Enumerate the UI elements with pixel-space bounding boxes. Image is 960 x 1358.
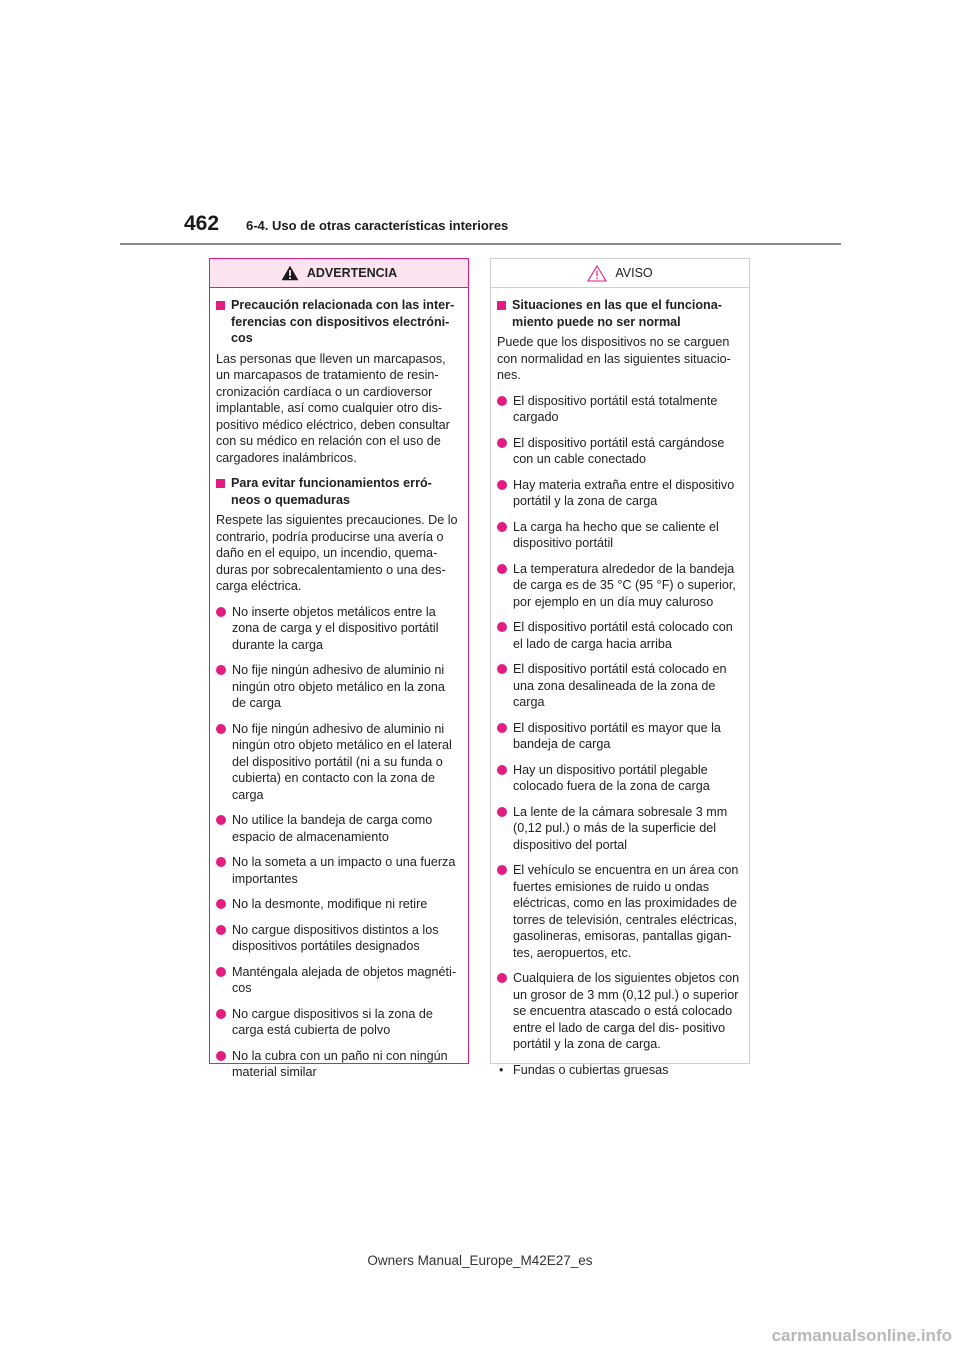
document-name: Owners Manual_Europe_M42E27_es [367,1253,593,1268]
caution-triangle-outline-icon [587,265,607,282]
list-item: No la someta a un impacto o una fuerza importantes [216,854,462,887]
notice-paragraph: Puede que los dispositivos no se carguen con normalidad en las siguientes situacio- nes. [497,335,731,382]
list-item: El dispositivo portátil está colocado con el lado de carga hacia arriba [497,619,743,652]
warning-heading [216,297,462,347]
bullet-dot-icon [216,925,226,935]
bullet-dot-icon [216,607,226,617]
notice-box-header [491,259,749,288]
notice-heading [497,297,743,330]
watermark: carmanualsonline.info [771,1326,952,1345]
bullet-dot-icon [216,857,226,867]
square-bullet-icon [216,479,225,488]
bullet-dot-icon [216,724,226,734]
list-item: El dispositivo portátil está cargándose con un cable conectado [497,435,743,468]
section-title: 6-4. Uso de otras características interiores [246,218,509,233]
sub-list-item: • Fundas o cubiertas gruesas [499,1062,669,1077]
list-item: Hay materia extraña entre el dispositivo portátil y la zona de carga [497,477,743,510]
warning-box [209,258,469,1079]
notice-title: AVISO [615,265,653,280]
list-item: La lente de la cámara sobresale 3 mm (0,12 pul.) o más de la superficie del dispositivo del portal [497,804,743,854]
bullet-dot-icon [497,807,507,817]
notice-box [490,258,750,1077]
warning-heading-text: Precaución relacionada con las inter- ferencias con dispositivos electróni- cos [231,298,455,345]
bullet-dot-icon [216,815,226,825]
bullet-dot-icon [497,664,507,674]
square-bullet-icon [497,301,506,310]
notice-heading-text: Situaciones en las que el funciona- miento puede no ser normal [512,298,722,329]
list-item: La carga ha hecho que se caliente el dispositivo portátil [497,519,743,552]
list-item: La temperatura alrededor de la bandeja de carga es de 35 °C (95 °F) o superior, por ejemplo en un día muy caluroso [497,561,743,611]
header-rule [120,243,841,245]
warning-paragraph: Respete las siguientes precauciones. De lo contrario, podría producirse una avería o daño en el equipo, un incendio, quema- duras por sobrecalentamiento o una des- carga eléctrica. [216,513,458,593]
sub-bullet-marker: • [499,1062,504,1077]
list-item: No fije ningún adhesivo de aluminio ni ningún otro objeto metálico en el lateral del dispositivo portátil (ni a su funda o cubierta) en contacto con la zona de carga [216,721,462,804]
bullet-dot-icon [216,899,226,909]
warning-title: ADVERTENCIA [306,265,398,280]
list-item: Manténgala alejada de objetos magnéti- cos [216,964,462,997]
list-item: No inserte objetos metálicos entre la zona de carga y el dispositivo portátil durante la carga [216,604,462,654]
list-item: No fije ningún adhesivo de aluminio ni ningún otro objeto metálico en la zona de carga [216,662,462,712]
list-item: No utilice la bandeja de carga como espacio de almacenamiento [216,812,462,845]
bullet-dot-icon [216,967,226,977]
warning-triangle-icon [281,265,299,281]
list-item: Hay un dispositivo portátil plegable colocado fuera de la zona de carga [497,762,743,795]
list-item: No la cubra con un paño ni con ningún material similar [216,1048,462,1081]
list-item: No cargue dispositivos si la zona de carga está cubierta de polvo [216,1006,462,1039]
list-item: No la desmonte, modifique ni retire [216,896,462,913]
warning-box-header [210,259,468,288]
bullet-dot-icon [497,480,507,490]
bullet-dot-icon [497,396,507,406]
bullet-dot-icon [497,765,507,775]
bullet-dot-icon [216,665,226,675]
list-item: El vehículo se encuentra en un área con fuertes emisiones de ruido u ondas eléctricas, como en las proximidades de torres de televisión, centrales eléctricas, gasolineras, emisoras, pantallas gigan- tes, aeropuertos, etc. [497,862,743,961]
bullet-dot-icon [216,1009,226,1019]
list-item: El dispositivo portátil está totalmente cargado [497,393,743,426]
bullet-dot-icon [497,622,507,632]
bullet-dot-icon [216,1051,226,1061]
bullet-dot-icon [497,723,507,733]
list-item: El dispositivo portátil es mayor que la bandeja de carga [497,720,743,753]
warning-heading-text: Para evitar funcionamientos erró- neos o quemaduras [231,476,432,507]
warning-heading [216,475,462,508]
list-item: El dispositivo portátil está colocado en una zona desalineada de la zona de carga [497,661,743,711]
warning-box-body [210,288,468,1081]
list-item: Cualquiera de los siguientes objetos con un grosor de 3 mm (0,12 pul.) o superior se encuentra atascado o está colocado entre el lado de carga del dis- positivo portátil y la zona de carga. [497,970,743,1053]
notice-box-body [491,288,749,1078]
bullet-dot-icon [497,564,507,574]
bullet-dot-icon [497,973,507,983]
warning-paragraph: Las personas que lleven un marcapasos, un marcapasos de tratamiento de resin- cronización cardíaca o un cardioversor implantable, así como cualquier otro dis- positivo médico eléctrico, deben consultar con su médico en relación con el uso de cargadores inalámbricos. [216,351,450,465]
bullet-dot-icon [497,438,507,448]
page-number: 462 [184,212,220,235]
list-item: No cargue dispositivos distintos a los dispositivos portátiles designados [216,922,462,955]
square-bullet-icon [216,301,225,310]
bullet-dot-icon [497,522,507,532]
bullet-dot-icon [497,865,507,875]
